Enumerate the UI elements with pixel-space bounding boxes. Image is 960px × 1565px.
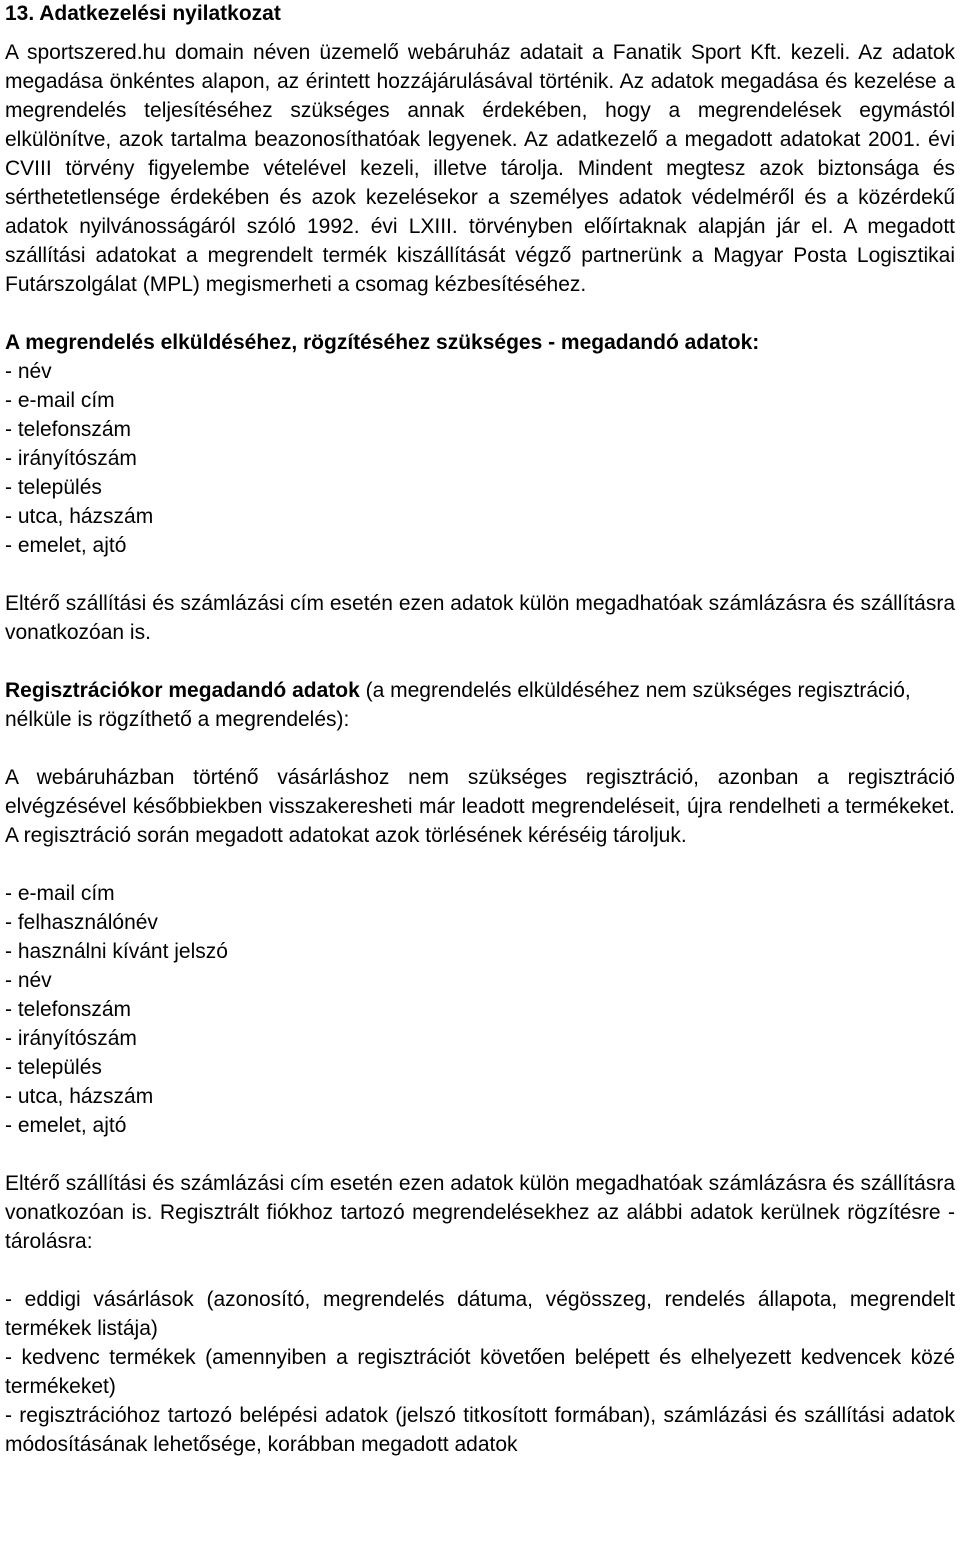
registration-description: A webáruházban történő vásárláshoz nem szükséges regisztráció, azonban a regisztráció elvégzésével későbbiekben visszakeresheti már leadott megrendeléseit, újra rendelheti a termékeket. A regisztráció során megadott adatokat azok törlésének kéréséig tároljuk. bbox=[5, 766, 955, 847]
registration-heading bbox=[5, 676, 955, 734]
order-required-list bbox=[5, 357, 955, 560]
spacer bbox=[5, 734, 955, 763]
intro-paragraph-part3: A megadott szállítási adatokat a megrendelt termék kiszállítását végző partnerünk a Magyar Posta Logisztikai Futárszolgálat (MPL) megismerheti a csomag kézbesítéséhez. bbox=[5, 215, 955, 296]
intro-paragraph-part2: Mindent megtesz azok biztonsága és sérthetetlensége érdekében és azok kezelésekor a személyes adatok védelméről és a közérdekű adatok nyilvánosságáról szóló 1992. évi LXIII. törvényben előírtaknak alapján jár el. bbox=[5, 157, 955, 238]
spacer bbox=[5, 560, 955, 589]
list-item: - eddigi vásárlások (azonosító, megrendelés dátuma, végösszeg, rendelés állapota, megrendelt termékek listája) bbox=[5, 1288, 955, 1340]
order-section-heading bbox=[5, 328, 955, 357]
list-item: - irányítószám bbox=[5, 447, 137, 470]
list-item: - emelet, ajtó bbox=[5, 1114, 127, 1137]
list-item: - telefonszám bbox=[5, 998, 132, 1021]
list-item: - utca, házszám bbox=[5, 1085, 154, 1108]
section-title: 13. Adatkezelési nyilatkozat bbox=[5, 2, 281, 25]
list-item: - felhasználónév bbox=[5, 911, 158, 934]
list-item: - név bbox=[5, 969, 52, 992]
list-item: - emelet, ajtó bbox=[5, 534, 127, 557]
list-item: - regisztrációhoz tartozó belépési adatok (jelszó titkosított formában), számlázási és szállítási adatok módosításának lehetősége, korábban megadott adatok bbox=[5, 1404, 955, 1456]
list-item: - e-mail cím bbox=[5, 389, 115, 412]
spacer bbox=[5, 27, 955, 38]
spacer bbox=[5, 1140, 955, 1169]
list-item: - telefonszám bbox=[5, 418, 132, 441]
list-item: - utca, házszám bbox=[5, 505, 154, 528]
list-item: - kedvenc termékek (amennyiben a regisztrációt követően belépett és elhelyezett kedvencek közé termékeket) bbox=[5, 1346, 955, 1398]
stored-data-list bbox=[5, 1285, 955, 1459]
registration-note: Eltérő szállítási és számlázási cím esetén ezen adatok külön megadhatóak számlázásra és szállításra vonatkozóan is. Regisztrált fiókhoz tartozó megrendelésekhez az alábbi adatok kerülnek rögzítésre - tárolásra: bbox=[5, 1172, 955, 1253]
order-section-note: Eltérő szállítási és számlázási cím esetén ezen adatok külön megadhatóak számlázásra és szállításra vonatkozóan is. bbox=[5, 592, 955, 644]
list-item: - település bbox=[5, 1056, 102, 1079]
list-item: - település bbox=[5, 476, 102, 499]
intro-paragraph-part1: A sportszered.hu domain néven üzemelő webáruház adatait a Fanatik Sport Kft. kezeli. Az adatok megadása önkéntes alapon, az érintett hozzájárulásával történik. Az adatok megadása és kezelése a megrendelés teljesítéséhez szükséges annak érdekében, hogy a megrendelések egymástól elkülönítve, azok tartalma beazonosíthatóak legyenek. Az adatkezelő a megadott adatokat 2001. évi CVIII törvény figyelembe vételével kezeli, illetve tárolja. bbox=[5, 41, 955, 180]
registration-heading-rest: (a megrendelés elküldéséhez nem szükséges regisztráció, nélküle is rögzíthető a megrendelés): bbox=[5, 679, 911, 731]
registration-heading-bold: Regisztrációkor megadandó adatok bbox=[5, 679, 360, 702]
list-item: - irányítószám bbox=[5, 1027, 137, 1050]
spacer bbox=[5, 299, 955, 328]
spacer bbox=[5, 850, 955, 879]
spacer bbox=[5, 1256, 955, 1285]
registration-fields-list bbox=[5, 879, 955, 1140]
order-section-heading-text: A megrendelés elküldéséhez, rögzítéséhez szükséges - megadandó adatok: bbox=[5, 331, 760, 354]
spacer bbox=[5, 647, 955, 676]
list-item: - e-mail cím bbox=[5, 882, 115, 905]
list-item: - név bbox=[5, 360, 52, 383]
intro-paragraph bbox=[5, 38, 955, 299]
list-item: - használni kívánt jelszó bbox=[5, 940, 228, 963]
